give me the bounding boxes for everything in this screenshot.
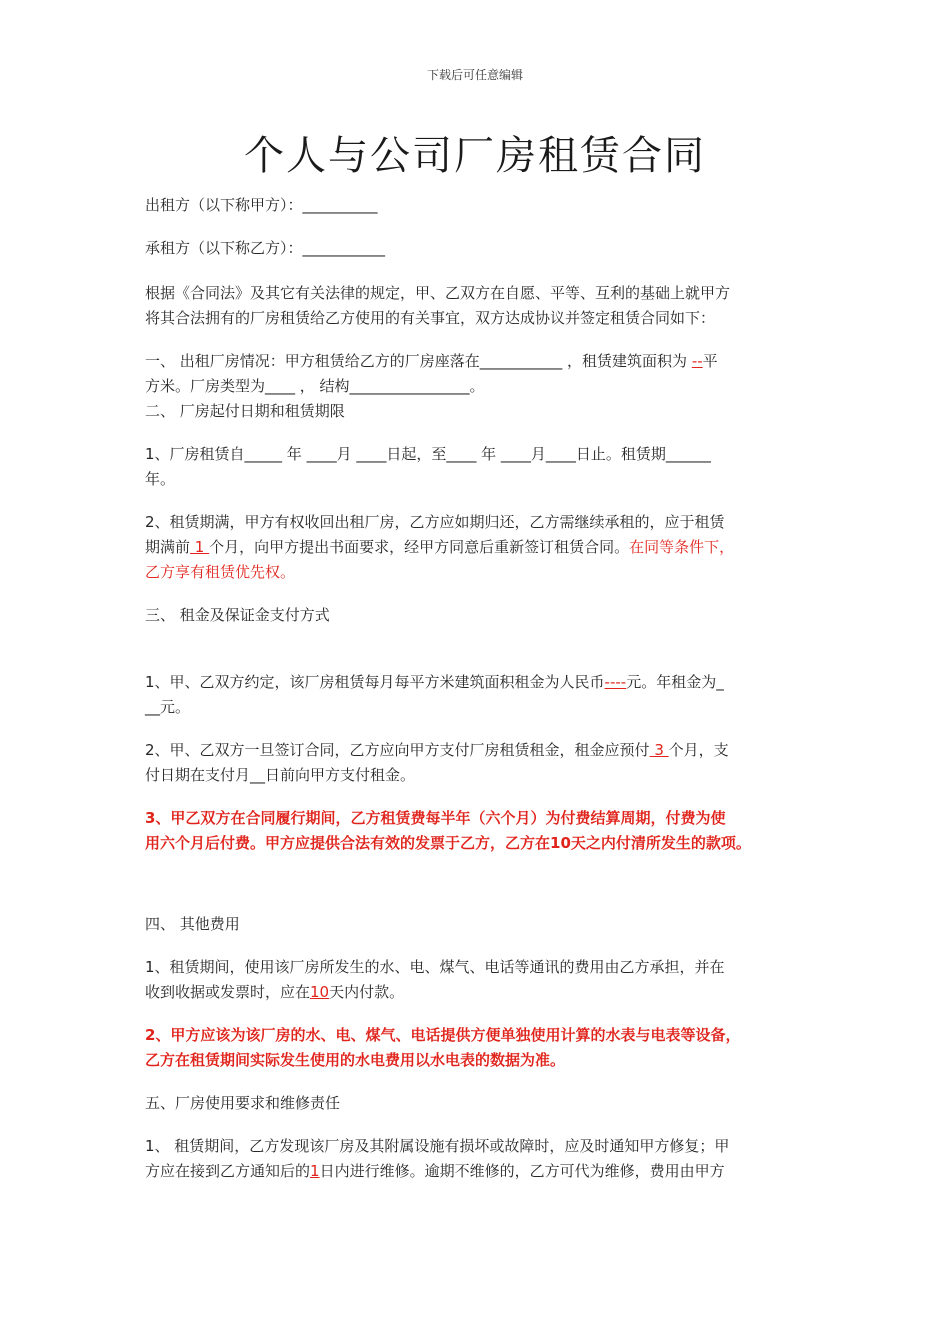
section-1-premises	[145, 349, 825, 399]
text: 元。年租金为_	[626, 673, 724, 691]
header-note: 下载后可任意编辑	[426, 68, 523, 82]
intro-line: 将其合法拥有的厂房租赁给乙方使用的有关事宜，双方达成协议并签定租赁合同如下：	[145, 309, 716, 327]
clause-line: __元。	[145, 698, 191, 716]
document-title: 个人与公司厂房租赁合同	[244, 133, 706, 179]
premises-line: 方米。厂房类型为____ ， 结构________________。	[145, 377, 485, 395]
section-3-heading: 三、 租金及保证金支付方式	[145, 606, 330, 624]
clause-line	[145, 980, 825, 1005]
clause-4-2	[145, 1023, 825, 1073]
area-value: --	[691, 352, 703, 370]
clause-4-1	[145, 955, 825, 1005]
clause-line	[145, 535, 825, 560]
text: 个月，支	[668, 741, 729, 759]
clause-5-1	[145, 1134, 825, 1184]
premises-line	[145, 349, 825, 374]
clause-line	[145, 1159, 825, 1184]
months-value: 1	[190, 538, 210, 556]
clause-line	[145, 670, 825, 695]
priority-text: 在同等条件下，	[629, 538, 735, 556]
clause-line: 1、 租赁期间，乙方发现该厂房及其附属设施有损坏或故障时，应及时通知甲方修复；甲	[145, 1137, 730, 1155]
clause-line: 付日期在支付月__日前向甲方支付租金。	[145, 766, 416, 784]
lessor-line: 出租方（以下称甲方）：__________	[145, 196, 378, 214]
clause-line: 1、厂房租赁自_____ 年 ____月 ____日起，至____ 年 ____月____日止。租赁期______	[145, 445, 711, 463]
rent-value: ----	[604, 673, 627, 691]
section-2-heading: 二、 厂房起付日期和租赁期限	[145, 402, 345, 420]
section-5-heading: 五、厂房使用要求和维修责任	[145, 1094, 341, 1112]
clause-line: 年。	[145, 470, 176, 488]
repair-days-value: 1	[310, 1162, 320, 1180]
text: 2、甲、乙双方一旦签订合同，乙方应向甲方支付厂房租赁租金，租金应预付	[145, 741, 650, 759]
text: 平	[702, 352, 718, 370]
text: 1、甲、乙双方约定，该厂房租赁每月每平方米建筑面积租金为人民币	[145, 673, 605, 691]
clause-2-1	[145, 442, 825, 492]
clause-line: 乙方在租赁期间实际发生使用的水电费用以水电表的数据为准。	[145, 1051, 566, 1069]
prepay-months-value: 3	[649, 741, 669, 759]
text: 一、 出租厂房情况：甲方租赁给乙方的厂房座落在___________ ，租赁建筑面积为	[145, 352, 692, 370]
text: 天内付款。	[329, 983, 405, 1001]
text: 方应在接到乙方通知后的	[145, 1162, 311, 1180]
clause-line: 1、租赁期间，使用该厂房所发生的水、电、煤气、电话等通讯的费用由乙方承担，并在	[145, 958, 725, 976]
document-body	[145, 193, 825, 1184]
text: 日内进行维修。逾期不维修的，乙方可代为维修，费用由甲方	[319, 1162, 725, 1180]
section-4-heading: 四、 其他费用	[145, 915, 240, 933]
clause-line: 2、甲方应该为该厂房的水、电、煤气、电话提供方便单独使用计算的水表与电表等设备，	[145, 1026, 741, 1044]
text: 收到收据或发票时，应在	[145, 983, 311, 1001]
clause-3-2	[145, 738, 825, 788]
clause-line: 2、租赁期满，甲方有权收回出租厂房，乙方应如期归还，乙方需继续承租的，应于租赁	[145, 513, 725, 531]
clause-line	[145, 738, 825, 763]
intro-line: 根据《合同法》及其它有关法律的规定，甲、乙双方在自愿、平等、互利的基础上就甲方	[145, 284, 731, 302]
days-value: 10	[310, 983, 330, 1001]
text: 个月，向甲方提出书面要求，经甲方同意后重新签订租赁合同。	[209, 538, 630, 556]
clause-line: 用六个月后付费。甲方应提供合法有效的发票于乙方，乙方在10天之内付清所发生的款项。	[145, 834, 751, 852]
intro-paragraph	[145, 281, 825, 331]
clause-3-1	[145, 670, 825, 720]
clause-3-3	[145, 806, 825, 856]
priority-text: 乙方享有租赁优先权。	[145, 563, 296, 581]
clause-line: 3、甲乙双方在合同履行期间，乙方租赁费每半年（六个月）为付费结算周期，付费为使	[145, 809, 726, 827]
clause-2-2	[145, 510, 825, 585]
lessee-line: 承租方（以下称乙方）：___________	[145, 239, 386, 257]
text: 期满前	[145, 538, 191, 556]
